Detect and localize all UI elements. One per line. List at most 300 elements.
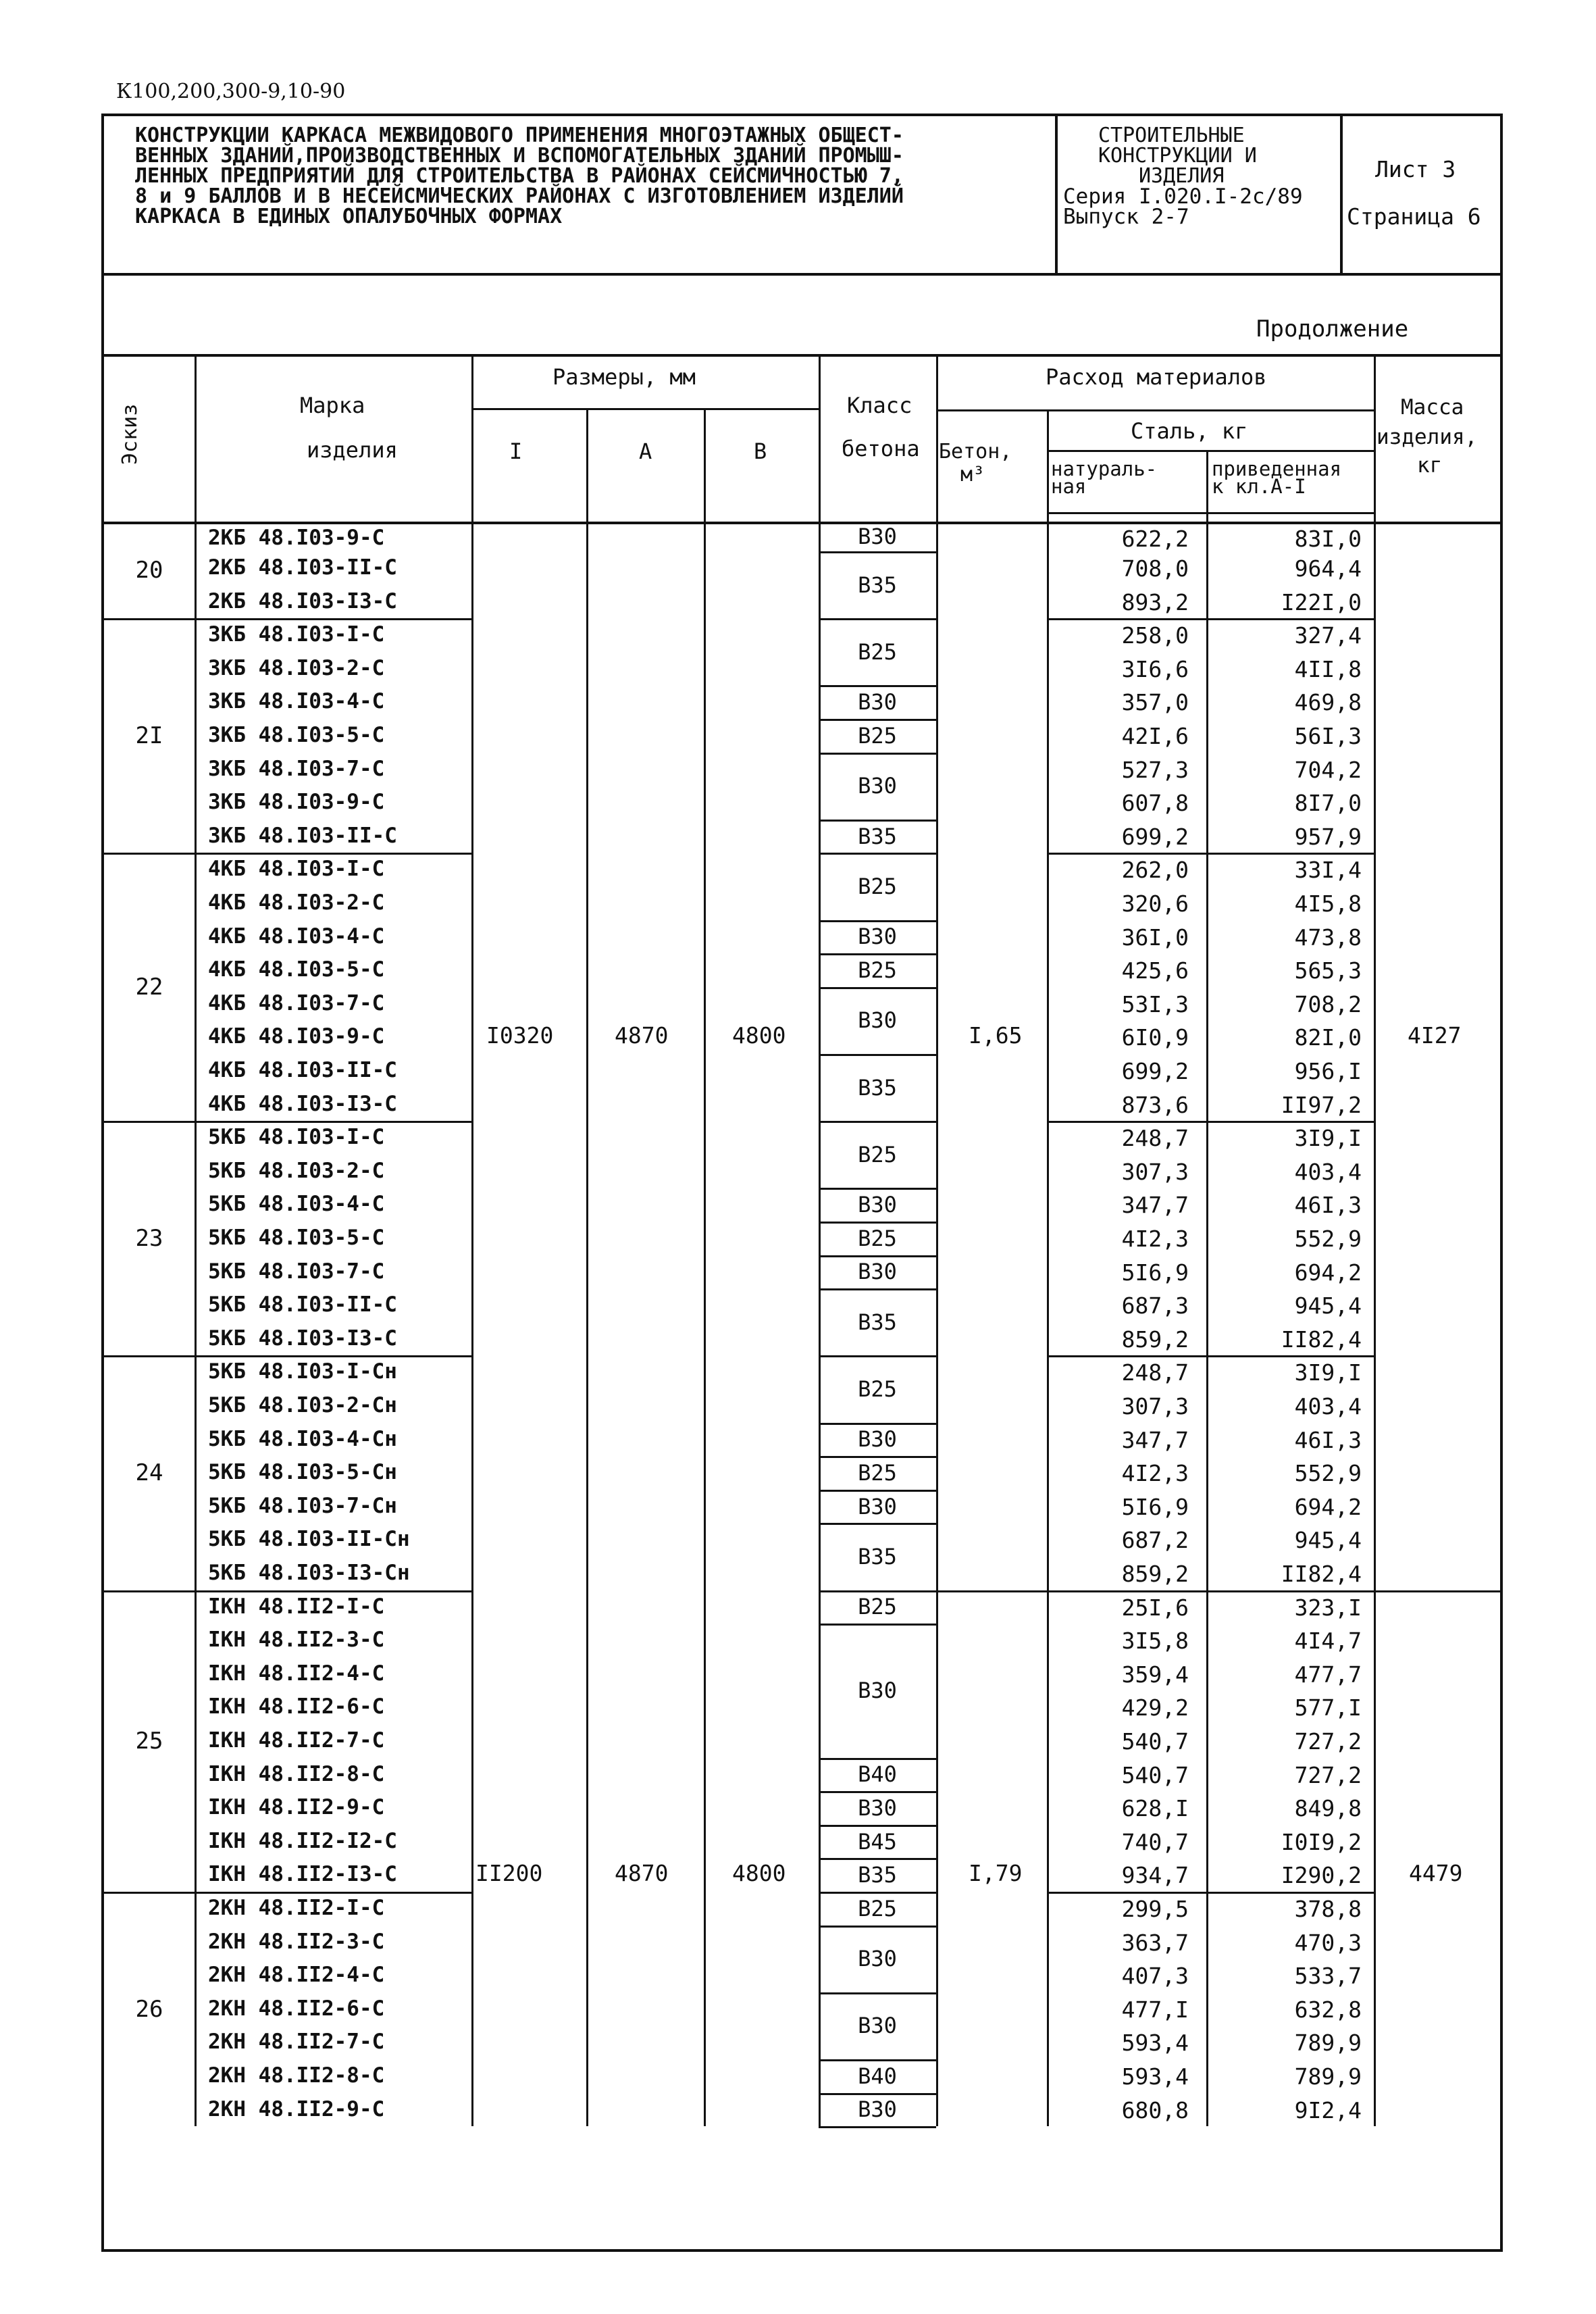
product-mark: 2КН 48.II2-8-С [208, 2063, 385, 2088]
product-mark: 3КБ 48.I03-4-С [208, 689, 385, 714]
scheme-number: 22 [135, 973, 163, 1001]
class-rule [819, 953, 936, 955]
steel-natural: 859,2 [1121, 1561, 1189, 1587]
header-rule [1047, 450, 1374, 452]
column-rule [586, 522, 588, 2126]
steel-reduced: 403,4 [1294, 1158, 1362, 1185]
header-concrete-unit: м³ [960, 463, 985, 486]
size-b-value: 4800 [732, 1022, 786, 1049]
concrete-class: В30 [858, 689, 897, 715]
header-sizes: Размеры, мм [552, 364, 696, 390]
class-rule [819, 753, 936, 755]
concrete-class: В30 [858, 2096, 897, 2123]
concrete-volume: I,79 [969, 1860, 1023, 1887]
column-rule [195, 522, 197, 2126]
steel-natural: 258,0 [1121, 622, 1189, 649]
header-natural: натураль- [1051, 457, 1158, 480]
class-rule [819, 920, 936, 922]
concrete-class: В25 [858, 1895, 897, 1921]
product-mark: 5КБ 48.I03-2-Сн [208, 1393, 397, 1417]
concrete-class: В25 [858, 957, 897, 983]
steel-reduced: I22I,0 [1281, 588, 1362, 615]
header-size-l: I [509, 438, 523, 464]
product-mark: 5КБ 48.I03-4-Сн [208, 1426, 397, 1451]
steel-natural: 687,3 [1121, 1292, 1189, 1319]
steel-natural: 873,6 [1121, 1091, 1189, 1118]
header-mass: Масса [1401, 395, 1464, 420]
scheme-number: 20 [135, 556, 163, 584]
steel-natural: 359,4 [1121, 1661, 1189, 1688]
steel-reduced: 694,2 [1294, 1493, 1362, 1520]
concrete-class: В25 [858, 1594, 897, 1620]
steel-natural: 622,2 [1121, 526, 1189, 552]
class-rule [819, 551, 936, 553]
product-mark: 5КБ 48.I03-I-С [208, 1125, 385, 1150]
steel-reduced: 470,3 [1294, 1929, 1362, 1956]
header-rule [936, 409, 1374, 411]
steel-reduced: 3I9,I [1294, 1125, 1362, 1152]
header-rule [471, 357, 473, 522]
steel-reduced: 789,9 [1294, 2030, 1362, 2057]
concrete-class: В25 [858, 874, 897, 899]
class-rule [819, 1825, 936, 1827]
product-mark: 4КБ 48.I03-I3-С [208, 1091, 397, 1116]
steel-reduced: II82,4 [1281, 1326, 1362, 1353]
class-rule [819, 618, 936, 620]
product-mark: 4КБ 48.I03-II-С [208, 1058, 397, 1082]
steel-reduced: 4I5,8 [1294, 890, 1362, 917]
header-reduced: приведенная [1212, 457, 1342, 480]
class-rule [819, 1255, 936, 1257]
size-b-value: 4800 [732, 1860, 786, 1887]
steel-natural: 699,2 [1121, 823, 1189, 850]
steel-reduced: 83I,0 [1294, 526, 1362, 552]
steel-natural: 540,7 [1121, 1728, 1189, 1755]
product-mass: 4479 [1409, 1860, 1463, 1887]
concrete-class: В30 [858, 2013, 897, 2039]
product-mark: 2КН 48.II2-6-С [208, 1996, 385, 2021]
steel-reduced: 945,4 [1294, 1527, 1362, 1554]
header-rule [471, 408, 819, 410]
steel-natural: 5I6,9 [1121, 1493, 1189, 1520]
product-mark: 3КБ 48.I03-5-С [208, 723, 385, 747]
steel-natural: 699,2 [1121, 1058, 1189, 1084]
steel-reduced: I0I9,2 [1281, 1828, 1362, 1855]
steel-natural: 893,2 [1121, 588, 1189, 615]
header-rule [819, 357, 821, 522]
stamp-sheet-cell [1343, 116, 1500, 273]
product-mark: IКН 48.II2-3-С [208, 1628, 385, 1653]
product-mark: 2КН 48.II2-7-С [208, 2030, 385, 2055]
steel-natural: 934,7 [1121, 1862, 1189, 1889]
steel-natural: 407,3 [1121, 1963, 1189, 1990]
steel-natural: 687,2 [1121, 1527, 1189, 1554]
group-rule [1374, 1590, 1500, 1592]
steel-natural: 740,7 [1121, 1828, 1189, 1855]
column-rule [1374, 522, 1376, 2126]
class-rule [819, 1054, 936, 1056]
header-concrete: Бетон, [939, 440, 1012, 463]
steel-reduced: 33I,4 [1294, 857, 1362, 884]
steel-natural: 429,2 [1121, 1694, 1189, 1721]
steel-reduced: 9I2,4 [1294, 2096, 1362, 2123]
product-mark: 4КБ 48.I03-4-С [208, 924, 385, 949]
steel-natural: 53I,3 [1121, 990, 1189, 1017]
steel-natural: 262,0 [1121, 857, 1189, 884]
class-rule [819, 853, 936, 855]
steel-natural: 307,3 [1121, 1158, 1189, 1185]
product-mark: 5КБ 48.I03-II-Сн [208, 1527, 410, 1552]
steel-reduced: 469,8 [1294, 689, 1362, 716]
scheme-number: 24 [135, 1459, 163, 1486]
steel-reduced: 378,8 [1294, 1896, 1362, 1922]
steel-natural: 248,7 [1121, 1359, 1189, 1386]
class-rule [819, 1456, 936, 1458]
header-mark: Марка [300, 393, 365, 418]
steel-reduced: 577,I [1294, 1694, 1362, 1721]
concrete-class: В45 [858, 1828, 897, 1855]
steel-reduced: 552,9 [1294, 1460, 1362, 1487]
steel-reduced: II97,2 [1281, 1091, 1362, 1118]
steel-natural: 357,0 [1121, 689, 1189, 716]
product-mark: 3КБ 48.I03-7-С [208, 756, 385, 781]
concrete-class: В25 [858, 722, 897, 749]
steel-reduced: 46I,3 [1294, 1426, 1362, 1453]
group-rule [1047, 853, 1374, 855]
size-a-value: 4870 [615, 1860, 669, 1887]
steel-natural: 628,I [1121, 1795, 1189, 1822]
product-mark: 5КБ 48.I03-I3-Сн [208, 1561, 410, 1585]
concrete-class: В35 [858, 1862, 897, 1888]
stamp-title-line: ВЕННЫХ ЗДАНИЙ,ПРОИЗВОДСТВЕННЫХ И ВСПОМОГАТЕЛЬНЫХ ЗДАНИЙ ПРОМЫШ- [135, 144, 904, 168]
product-mark: 5КБ 48.I03-4-С [208, 1192, 385, 1217]
steel-natural: 593,4 [1121, 2030, 1189, 2057]
class-rule [819, 820, 936, 822]
product-mark: 5КБ 48.I03-7-Сн [208, 1493, 397, 1518]
concrete-class: В30 [858, 524, 897, 549]
header-steel: Сталь, кг [1131, 418, 1248, 444]
concrete-class: В25 [858, 1141, 897, 1167]
scheme-number: 25 [135, 1727, 163, 1755]
class-rule [819, 1121, 936, 1123]
class-rule [819, 1423, 936, 1425]
header-rule [1047, 409, 1049, 522]
class-rule [819, 1523, 936, 1525]
steel-natural: 248,7 [1121, 1125, 1189, 1152]
concrete-class: В40 [858, 1761, 897, 1788]
stamp-series-line: СТРОИТЕЛЬНЫЕ [1098, 124, 1245, 147]
steel-reduced: 46I,3 [1294, 1192, 1362, 1219]
class-rule [819, 1992, 936, 1994]
concrete-class: В30 [858, 1007, 897, 1034]
product-mark: IКН 48.II2-9-С [208, 1795, 385, 1820]
steel-reduced: 565,3 [1294, 957, 1362, 984]
steel-reduced: 708,2 [1294, 990, 1362, 1017]
steel-reduced: 694,2 [1294, 1259, 1362, 1286]
steel-reduced: 56I,3 [1294, 723, 1362, 749]
product-mass: 4I27 [1408, 1022, 1462, 1049]
title-stamp [104, 116, 1500, 276]
stamp-title-line: ЛЕННЫХ ПРЕДПРИЯТИЙ ДЛЯ СТРОИТЕЛЬСТВА В РАЙОНАХ СЕЙСМИЧНОСТЬЮ 7, [135, 164, 904, 188]
concrete-class: В30 [858, 1795, 897, 1821]
concrete-class: В30 [858, 1192, 897, 1218]
product-mark: 5КБ 48.I03-2-С [208, 1158, 385, 1183]
product-mark: 2КН 48.II2-4-С [208, 1963, 385, 1988]
steel-natural: 527,3 [1121, 756, 1189, 783]
document-code: К100,200,300-9,10-90 [116, 80, 346, 103]
product-mark: 5КБ 48.I03-5-Сн [208, 1460, 397, 1485]
header-rule [1206, 450, 1208, 522]
concrete-class: В35 [858, 823, 897, 849]
header-size-b: В [754, 438, 767, 464]
concrete-class: В35 [858, 1074, 897, 1101]
concrete-class: В30 [858, 1946, 897, 1972]
steel-natural: 593,4 [1121, 2063, 1189, 2090]
group-rule [1047, 1892, 1374, 1894]
header-rule [586, 409, 588, 522]
stamp-title-cell [104, 116, 1058, 273]
concrete-class: В30 [858, 1259, 897, 1285]
header-mass: кг [1417, 453, 1443, 478]
product-mark: 2КН 48.II2-I-С [208, 1896, 385, 1920]
product-mark: 4КБ 48.I03-I-С [208, 857, 385, 882]
stamp-title-line: КОНСТРУКЦИИ КАРКАСА МЕЖВИДОВОГО ПРИМЕНЕНИЯ МНОГОЭТАЖНЫХ ОБЩЕСТ- [135, 124, 904, 147]
group-rule [104, 1121, 471, 1123]
class-rule [819, 1222, 936, 1224]
size-a-value: 4870 [615, 1022, 669, 1049]
concrete-volume: I,65 [969, 1022, 1023, 1049]
steel-natural: 4I2,3 [1121, 1226, 1189, 1252]
header-reduced: к кл.А-I [1212, 475, 1306, 498]
product-mark: 2КБ 48.I03-9-С [208, 526, 385, 550]
group-rule [104, 1355, 471, 1357]
concrete-class: В25 [858, 638, 897, 665]
stamp-series-line: ИЗДЕЛИЯ [1139, 164, 1225, 188]
concrete-class: В30 [858, 773, 897, 799]
group-rule [104, 1892, 471, 1894]
group-rule [936, 1590, 1374, 1592]
steel-natural: 320,6 [1121, 890, 1189, 917]
class-rule [819, 1926, 936, 1928]
steel-reduced: 403,4 [1294, 1393, 1362, 1419]
column-rule [704, 522, 706, 2126]
product-mark: IКН 48.II2-I2-С [208, 1828, 397, 1853]
steel-natural: 3I6,6 [1121, 655, 1189, 682]
steel-natural: 3I5,8 [1121, 1628, 1189, 1655]
page-frame [101, 114, 1503, 2252]
stamp-series-line: КОНСТРУКЦИИ И [1098, 144, 1257, 168]
header-mark: изделия [307, 437, 398, 463]
class-rule [819, 1758, 936, 1760]
size-l-value: I0320 [486, 1022, 554, 1049]
product-mark: 5КБ 48.I03-I-Сн [208, 1359, 397, 1384]
materials-table [104, 354, 1500, 2129]
size-l-value: II200 [475, 1860, 543, 1887]
steel-natural: 540,7 [1121, 1761, 1189, 1788]
concrete-class: В30 [858, 1493, 897, 1519]
steel-reduced: 849,8 [1294, 1795, 1362, 1822]
product-mark: 5КБ 48.I03-I3-С [208, 1326, 397, 1351]
group-rule [104, 853, 471, 855]
column-rule [936, 522, 938, 2126]
steel-reduced: 473,8 [1294, 924, 1362, 951]
group-rule [1047, 618, 1374, 620]
steel-natural: 347,7 [1121, 1426, 1189, 1453]
steel-reduced: 82I,0 [1294, 1024, 1362, 1051]
steel-natural: 680,8 [1121, 2096, 1189, 2123]
steel-reduced: 789,9 [1294, 2063, 1362, 2090]
class-rule [819, 1791, 936, 1793]
header-rule [704, 409, 706, 522]
steel-natural: 607,8 [1121, 790, 1189, 817]
steel-reduced: 477,7 [1294, 1661, 1362, 1688]
steel-natural: 42I,6 [1121, 723, 1189, 749]
class-rule [819, 1624, 936, 1626]
product-mark: 4КБ 48.I03-2-С [208, 890, 385, 915]
product-mark: IКН 48.II2-I3-С [208, 1862, 397, 1887]
product-mark: 2КБ 48.I03-I3-С [208, 588, 397, 613]
product-mark: 2КБ 48.I03-II-С [208, 555, 397, 580]
steel-natural: 425,6 [1121, 957, 1189, 984]
steel-reduced: 727,2 [1294, 1761, 1362, 1788]
concrete-class: В30 [858, 1678, 897, 1704]
header-class: бетона [842, 436, 920, 461]
header-rule [195, 357, 197, 522]
header-rule [1374, 357, 1376, 522]
concrete-class: В40 [858, 2063, 897, 2089]
steel-natural: 859,2 [1121, 1326, 1189, 1353]
header-bottom-rule [104, 522, 1500, 524]
steel-reduced: II82,4 [1281, 1561, 1362, 1587]
class-rule [819, 719, 936, 721]
steel-reduced: 632,8 [1294, 1996, 1362, 2023]
steel-reduced: 8I7,0 [1294, 790, 1362, 817]
class-rule [819, 1892, 936, 1894]
class-rule [819, 1490, 936, 1492]
group-rule [104, 618, 471, 620]
steel-natural: 6I0,9 [1121, 1024, 1189, 1051]
header-rule [1047, 512, 1374, 514]
steel-natural: 5I6,9 [1121, 1259, 1189, 1286]
steel-reduced: 327,4 [1294, 622, 1362, 649]
steel-reduced: 4I4,7 [1294, 1628, 1362, 1655]
scheme-number: 2I [135, 722, 163, 749]
steel-reduced: 956,I [1294, 1058, 1362, 1084]
class-rule [819, 2126, 936, 2128]
scheme-number: 26 [135, 1995, 163, 2023]
steel-natural: 4I2,3 [1121, 1460, 1189, 1487]
concrete-class: В30 [858, 924, 897, 950]
class-rule [819, 685, 936, 687]
steel-natural: 36I,0 [1121, 924, 1189, 951]
product-mark: 2КН 48.II2-9-С [208, 2096, 385, 2121]
steel-natural: 363,7 [1121, 1929, 1189, 1956]
steel-reduced: 964,4 [1294, 555, 1362, 582]
steel-reduced: 3I9,I [1294, 1359, 1362, 1386]
continuation-label: Продолжение [1256, 316, 1409, 343]
class-rule [819, 1355, 936, 1357]
stamp-series-cell [1058, 116, 1343, 273]
concrete-class: В30 [858, 1426, 897, 1453]
product-mark: 2КН 48.II2-3-С [208, 1929, 385, 1954]
steel-reduced: 704,2 [1294, 756, 1362, 783]
product-mark: 5КБ 48.I03-7-С [208, 1259, 385, 1284]
group-rule [104, 1590, 471, 1592]
class-rule [819, 1188, 936, 1190]
product-mark: 3КБ 48.I03-2-С [208, 655, 385, 680]
group-rule [1047, 1121, 1374, 1123]
class-rule [819, 1288, 936, 1290]
product-mark: 5КБ 48.I03-5-С [208, 1226, 385, 1250]
product-mark: IКН 48.II2-6-С [208, 1694, 385, 1719]
steel-natural: 347,7 [1121, 1192, 1189, 1219]
concrete-class: В35 [858, 572, 897, 598]
steel-natural: 708,0 [1121, 555, 1189, 582]
steel-reduced: 533,7 [1294, 1963, 1362, 1990]
header-consumption: Расход материалов [1046, 364, 1267, 390]
product-mark: 4КБ 48.I03-5-С [208, 957, 385, 982]
product-mark: IКН 48.II2-4-С [208, 1661, 385, 1686]
concrete-class: В35 [858, 1309, 897, 1335]
concrete-class: В35 [858, 1544, 897, 1569]
steel-natural: 477,I [1121, 1996, 1189, 2023]
product-mark: IКН 48.II2-I-С [208, 1594, 385, 1619]
steel-reduced: 323,I [1294, 1594, 1362, 1621]
sheet-number: Лист 3 [1375, 156, 1456, 182]
steel-reduced: 945,4 [1294, 1292, 1362, 1319]
header-mass: изделия, [1376, 425, 1478, 449]
concrete-class: В25 [858, 1376, 897, 1402]
steel-reduced: 727,2 [1294, 1728, 1362, 1755]
column-rule [471, 522, 473, 2126]
product-mark: 5КБ 48.I03-II-С [208, 1292, 397, 1317]
product-mark: IКН 48.II2-8-С [208, 1761, 385, 1786]
page-number: Страница 6 [1347, 203, 1481, 230]
product-mark: 3КБ 48.I03-II-С [208, 823, 397, 848]
steel-natural: 307,3 [1121, 1393, 1189, 1419]
steel-reduced: 957,9 [1294, 823, 1362, 850]
steel-natural: 25I,6 [1121, 1594, 1189, 1621]
class-rule [819, 2093, 936, 2095]
class-rule [819, 1858, 936, 1860]
steel-natural: 299,5 [1121, 1896, 1189, 1922]
header-size-a: А [639, 438, 652, 464]
stamp-title-line: 8 и 9 БАЛЛОВ И В НЕСЕЙСМИЧЕСКИХ РАЙОНАХ С ИЗГОТОВЛЕНИЕМ ИЗДЕЛИЙ [135, 184, 904, 208]
stamp-issue: Выпуск 2-7 [1063, 205, 1189, 229]
class-rule [819, 2059, 936, 2061]
steel-reduced: 552,9 [1294, 1226, 1362, 1252]
steel-reduced: I290,2 [1281, 1862, 1362, 1889]
product-mark: IКН 48.II2-7-С [208, 1728, 385, 1753]
product-mark: 3КБ 48.I03-9-С [208, 790, 385, 815]
concrete-class: В25 [858, 1460, 897, 1486]
stamp-series-number: Серия I.020.I-2с/89 [1063, 184, 1303, 209]
stamp-title-line: КАРКАСА В ЕДИНЫХ ОПАЛУБОЧНЫХ ФОРМАХ [135, 205, 563, 228]
class-rule [819, 1590, 936, 1592]
concrete-class: В25 [858, 1225, 897, 1251]
product-mark: 4КБ 48.I03-9-С [208, 1024, 385, 1049]
header-rule [936, 357, 938, 522]
header-scheme: Эскиз [118, 403, 142, 465]
header-natural: ная [1051, 475, 1087, 498]
header-class: Класс [847, 393, 912, 418]
group-rule [1047, 1355, 1374, 1357]
scheme-number: 23 [135, 1224, 163, 1252]
steel-reduced: 4II,8 [1294, 655, 1362, 682]
product-mark: 4КБ 48.I03-7-С [208, 990, 385, 1015]
class-rule [819, 987, 936, 989]
product-mark: 3КБ 48.I03-I-С [208, 622, 385, 647]
